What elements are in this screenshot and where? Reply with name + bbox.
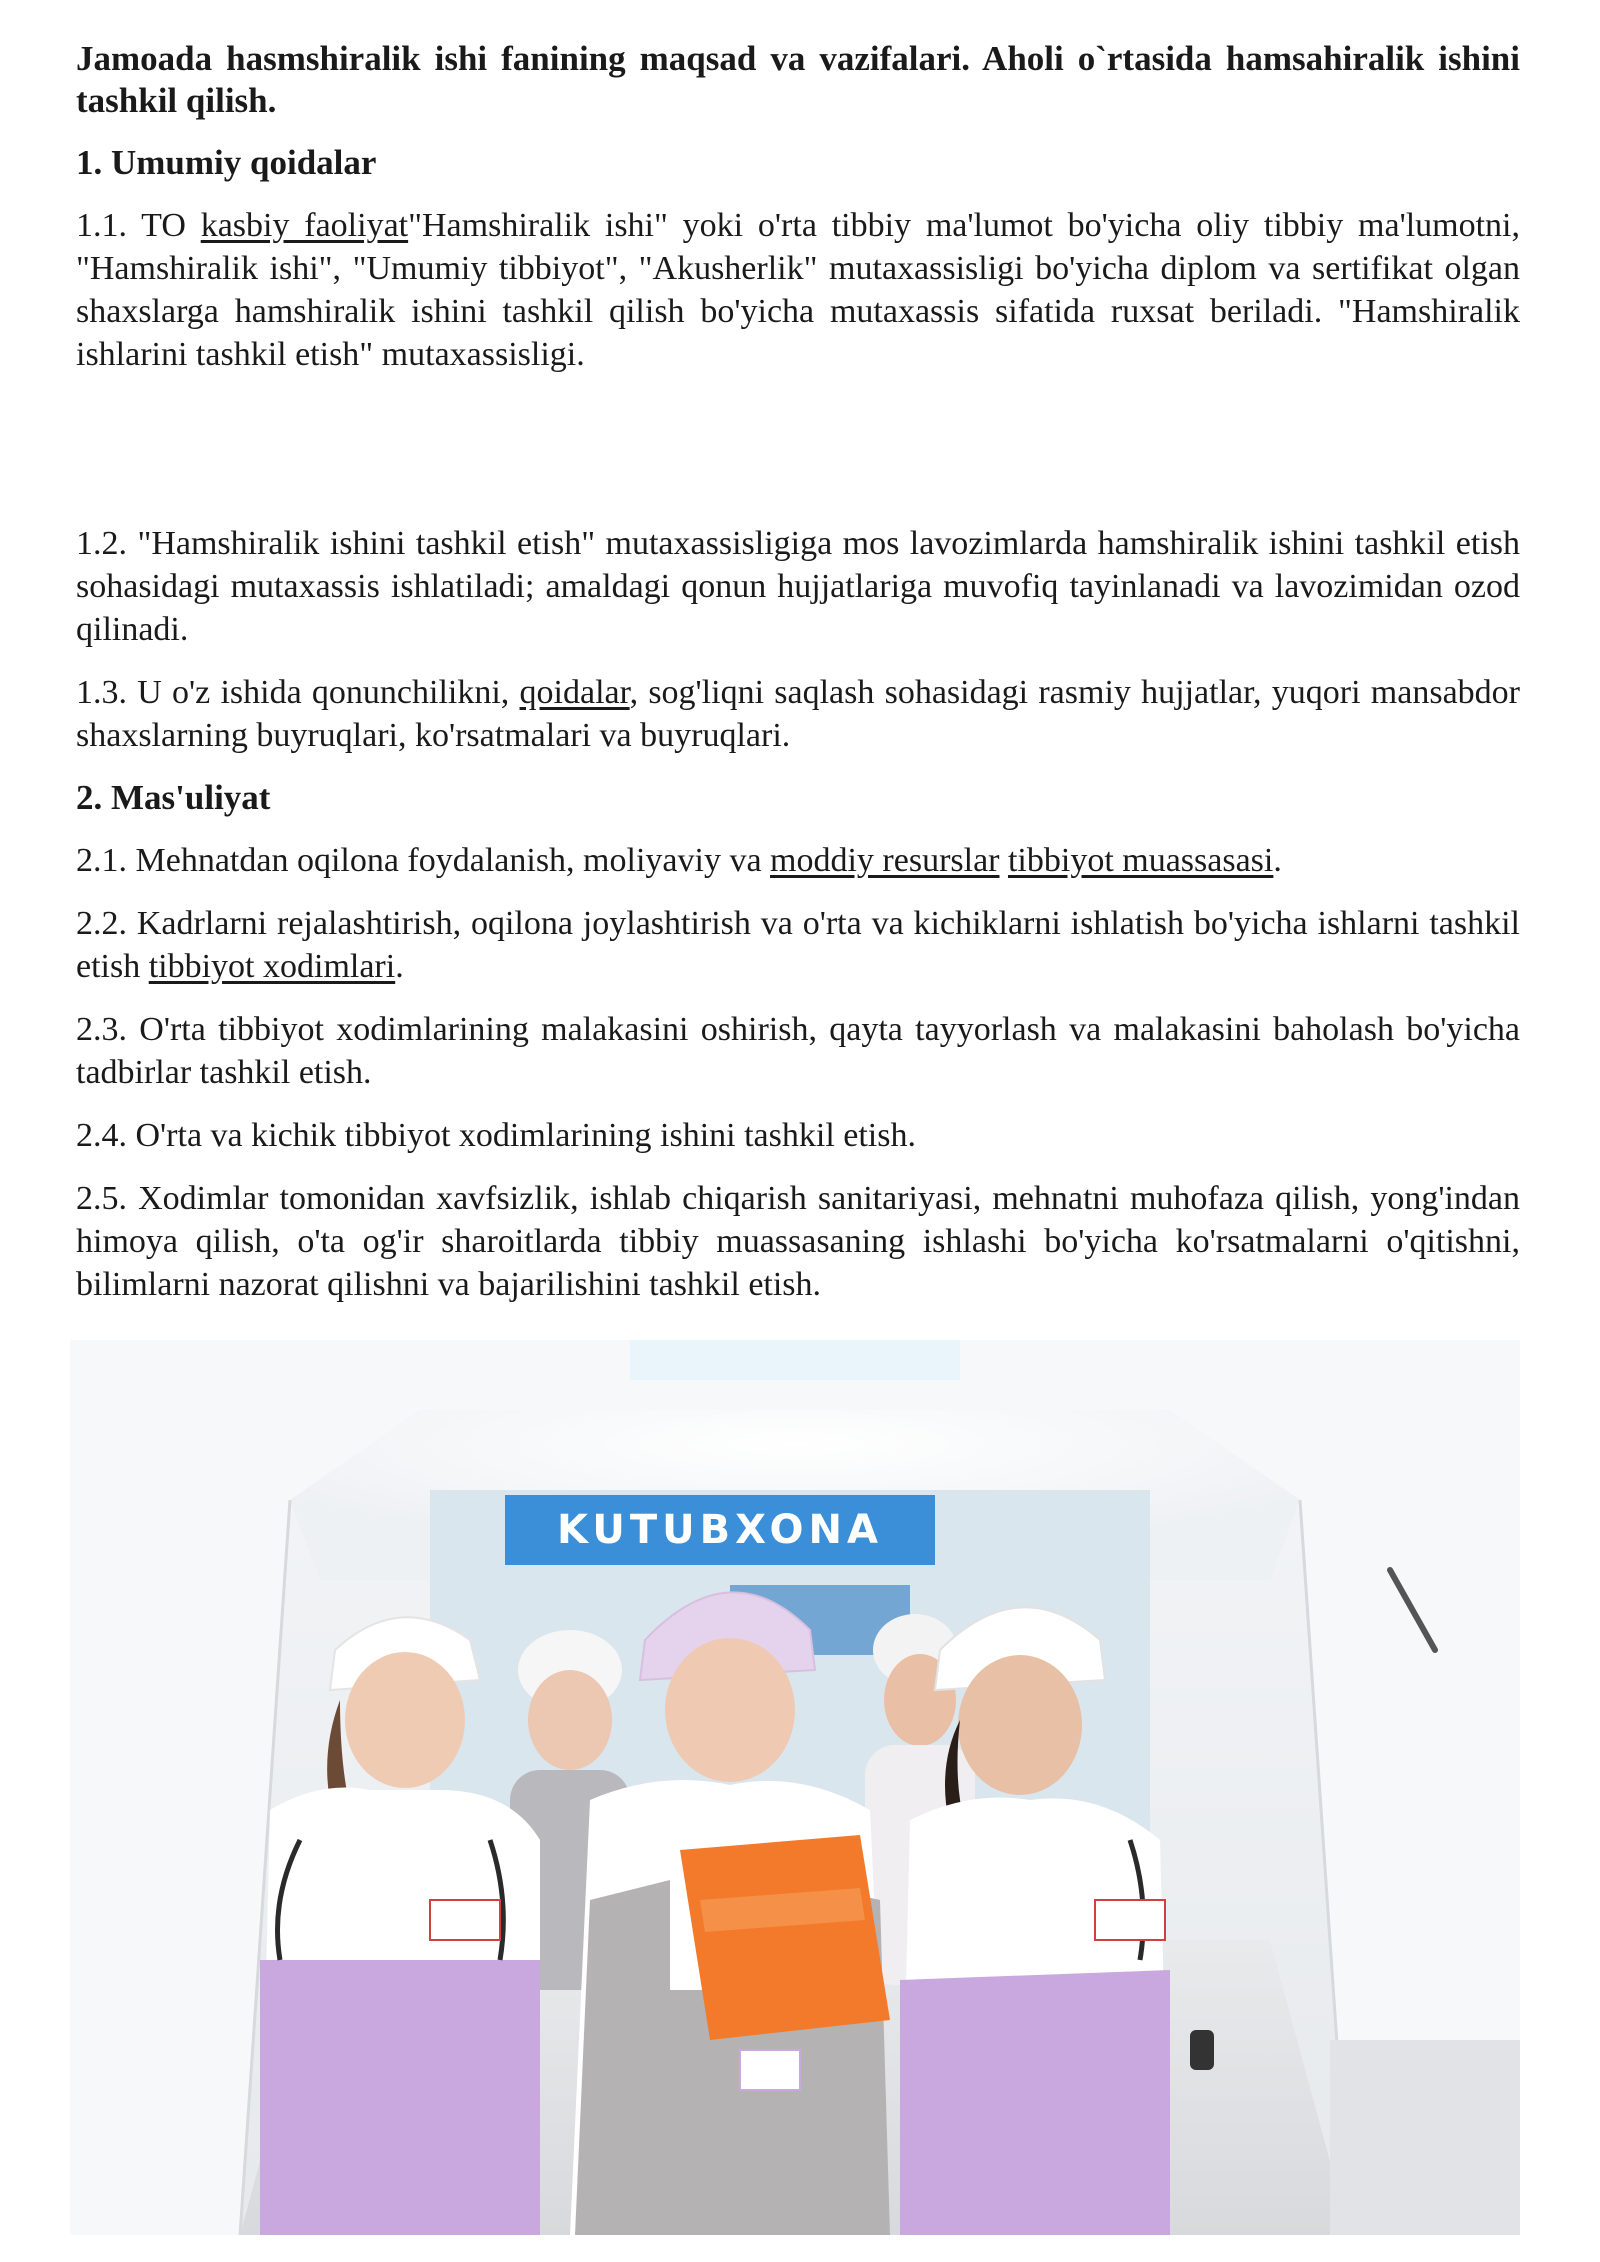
paragraph-2-1-text-end: .	[1273, 842, 1282, 879]
paragraph-2-1-space	[999, 842, 1008, 879]
document-title: Jamoada hasmshiralik ishi fanining maqsad va vazifalari. Aholi o`rtasida hamsahiralik ishini tashkil qilish.	[76, 39, 1520, 120]
link-moddiy-resurslar[interactable]: moddiy resurslar	[770, 842, 1000, 879]
link-kasbiy-faoliyat[interactable]: kasbiy faoliyat	[200, 207, 409, 244]
paragraph-2-2-text-start: 2.2. Kadrlarni rejalashtirish, oqilona joylashtirish va o'rta va kichiklarni ishlatish bo'yicha ishlarni tashkil etish	[76, 905, 1520, 985]
link-tibbiyot-xodimlari[interactable]: tibbiyot xodimlari	[148, 948, 396, 985]
paragraph-1-2: 1.2. "Hamshiralik ishini tashkil etish" mutaxassisligiga mos lavozimlarda hamshiralik ishini tashkil etish sohasidagi mutaxassis ishlatiladi; amaldagi qonun hujjatlariga muvofiq tayinlanadi va lavozimidan ozod qilinadi.	[76, 525, 1520, 648]
section-2-heading: 2. Mas'uliyat	[76, 778, 271, 817]
paragraph-2-5: 2.5. Xodimlar tomonidan xavfsizlik, ishlab chiqarish sanitariyasi, mehnatni muhofaza qilish, yong'indan himoya qilish, o'ta og'ir sharoitlarda tibbiy muassasaning ishlashi bo'yicha ko'rsatmalarni o'qitishni, bilimlarni nazorat qilishni va bajarilishini tashkil etish.	[76, 1180, 1520, 1303]
bench	[1330, 2040, 1520, 2235]
paragraph-1-3-text-start: 1.3. U o'z ishida qonunchilikni,	[76, 674, 520, 711]
paragraph-1-1	[76, 204, 1520, 376]
kutubxona-sign-text: KUTUBXONA	[557, 1507, 883, 1553]
paragraph-1-1-text-start: 1.1. TO	[76, 207, 201, 244]
section-1-heading: 1. Umumiy qoidalar	[76, 143, 377, 182]
paragraph-2-3: 2.3. O'rta tibbiyot xodimlarining malakasini oshirish, qayta tayyorlash va malakasini baholash bo'yicha tadbirlar tashkil etish.	[76, 1011, 1520, 1091]
nurses-photo	[70, 1340, 1520, 2235]
nurses-photo-illustration	[70, 1340, 1520, 2235]
paragraph-1-3	[76, 671, 1520, 757]
link-tibbiyot-muassasasi[interactable]: tibbiyot muassasasi	[1007, 842, 1274, 879]
link-qoidalar[interactable]: qoidalar	[519, 674, 630, 711]
paragraph-2-4: 2.4. O'rta va kichik tibbiyot xodimlarining ishini tashkil etish.	[76, 1117, 916, 1154]
paragraph-2-2-text-end: .	[395, 948, 404, 985]
paragraph-2-1-text-start: 2.1. Mehnatdan oqilona foydalanish, moliyaviy va	[76, 842, 771, 879]
paragraph-2-1	[76, 839, 1520, 882]
paragraph-1-1-text-end: "Hamshiralik ishi" yoki o'rta tibbiy ma'lumot bo'yicha oliy tibbiy ma'lumotni, "Hamshiralik ishi", "Umumiy tibbiyot", "Akusherlik" mutaxassisligi bo'yicha diplom va sertifikat olgan shaxslarga hamshiralik ishini tashkil qilish bo'yicha mutaxassis sifatida ruxsat beriladi. "Hamshiralik ishlarini tashkil etish" mutaxassisligi.	[76, 207, 1520, 373]
ceiling-light	[630, 1340, 960, 1380]
paragraph-1-3-text-end: , sog'liqni saqlash sohasidagi rasmiy hujjatlar, yuqori mansabdor shaxslarning buyruqlari, ko'rsatmalari va buyruqlari.	[76, 674, 1520, 754]
orange-folder	[680, 1835, 890, 2040]
paragraph-2-2	[76, 902, 1520, 988]
document-body	[76, 38, 1520, 1326]
